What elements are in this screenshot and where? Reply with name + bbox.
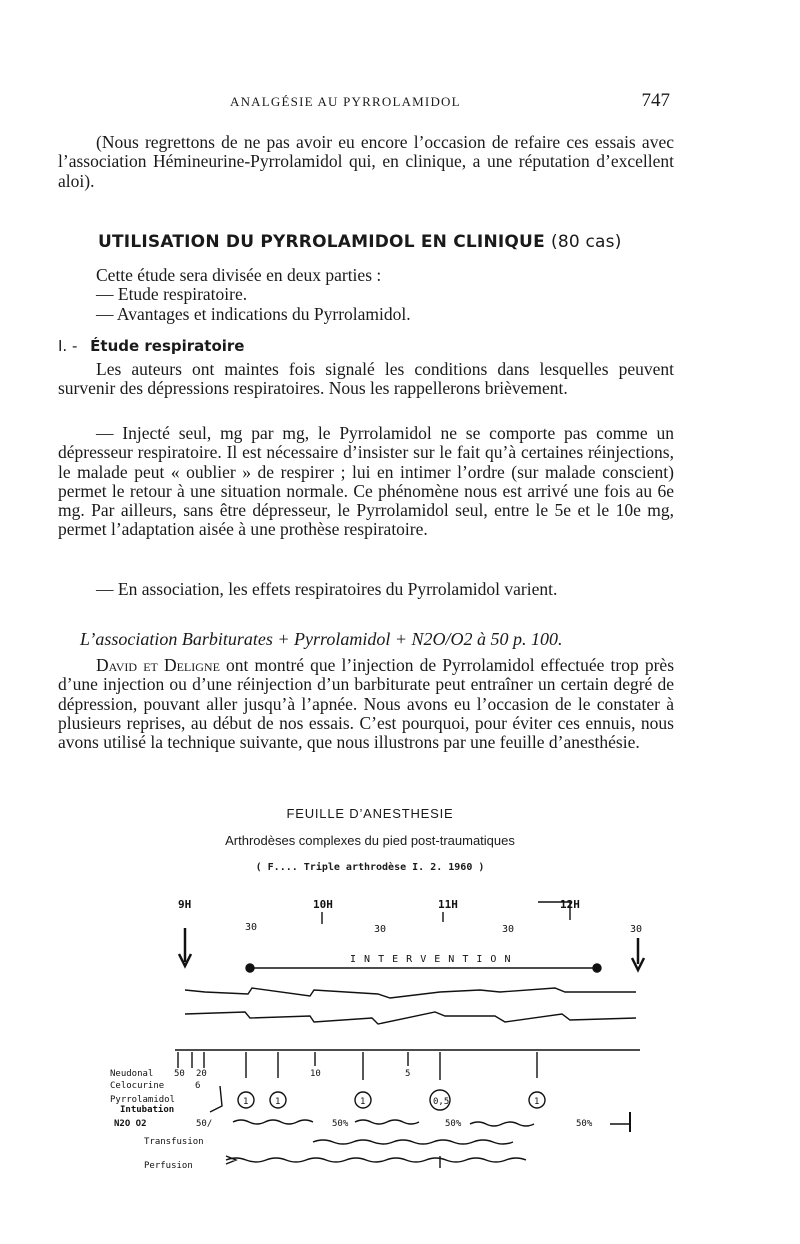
drug-label-transfusion: Transfusion (144, 1137, 204, 1147)
plan-item: — Avantages et indications du Pyrrolamidol. (96, 303, 411, 324)
figure-title: FEUILLE D’ANESTHESIE (286, 806, 454, 821)
pyrrolamidol-dose: 1 (275, 1097, 281, 1107)
paragraph-3: — En association, les effets respiratoires du Pyrrolamidol varient. (96, 579, 558, 599)
n2o-value: 50% (332, 1119, 349, 1129)
drug-label-pyrrolamidol: Pyrrolamidol (110, 1095, 176, 1105)
drug-label-celocurine: Celocurine (110, 1081, 165, 1091)
drug-label-perfusion: Perfusion (144, 1161, 193, 1171)
paragraph-4-text: ont montré que l’injection de Pyrrolamidol effectuée trop près d’une injection ou d’une réinjection d’un barbiturate peut entraîner un certain degré de dépression, pouvant aller jusqu’à l’apnée. Nous avons eu l’occasion de le constater à plusieurs reprises, au début de nos essais. C’est pourquoi, pour éviter ces ennuis, nous avons utilisé la technique suivante, que nous illustrons par une feuille d’anesthésie. (58, 655, 675, 753)
hour-label: 12H (560, 898, 580, 911)
neudonal-dose: 20 (196, 1069, 207, 1079)
section-cases: (80 cas) (551, 232, 622, 252)
drug-label-neudonal: Neudonal (110, 1069, 154, 1079)
neudonal-dose: 50 (174, 1069, 185, 1079)
subsection-heading (58, 337, 244, 355)
case-label: ( F.... Triple arthrodèse I. 2. 1960 ) (255, 862, 485, 873)
half-hour-label: 30 (245, 922, 258, 933)
paragraph-1: Les auteurs ont maintes fois signalé les conditions dans lesquelles peuvent survenir des dépressions respiratoires. Nous les rappellerons brièvement. (58, 359, 674, 399)
pyrrolamidol-bracket (210, 1086, 222, 1112)
systolic-curve (185, 988, 636, 998)
section-title: UTILISATION DU PYRROLAMIDOL EN CLINIQUE (98, 232, 545, 252)
author-names: David et Deligne (96, 655, 220, 675)
association-title: L’association Barbiturates + Pyrrolamidol + N2O/O2 à 50 p. 100. (80, 629, 563, 649)
neudonal-dose: 10 (310, 1069, 321, 1079)
running-header (230, 90, 670, 111)
n2o-curve (233, 1120, 534, 1126)
plan-intro: Cette étude sera divisée en deux parties : (96, 265, 382, 285)
paragraph-2: — Injecté seul, mg par mg, le Pyrrolamidol ne se comporte pas comme un dépresseur respiratoire. Il est nécessaire d’insister sur le fait qu’à certaines réinjections, le malade peut « oublier » de respirer ; lui en intimer l’ordre (sur malade conscient) permet le retour à une situation normale. Ce phénomène nous est arrivé une fois au 6e mg. Par ailleurs, sans être dépresseur, le Pyrrolamidol seul, entre le 5e et le 10e mg, permet l’adaptation aisée à une prothèse respiratoire. (58, 423, 674, 540)
page-number: 747 (641, 90, 670, 111)
half-hour-label: 30 (374, 924, 387, 935)
half-hour-label: 30 (630, 924, 643, 935)
half-hour-label: 30 (502, 924, 515, 935)
hour-label: 11H (438, 898, 458, 911)
n2o-value: 50/ (196, 1119, 213, 1129)
figure-subtitle: Arthrodèses complexes du pied post-traumatiques (225, 833, 515, 848)
section-heading (98, 232, 698, 252)
neudonal-dose: 5 (405, 1069, 411, 1079)
pyrrolamidol-dose: 1 (243, 1097, 249, 1107)
running-title: ANALGÉSIE AU PYRROLAMIDOL (230, 94, 461, 109)
transfusion-curve (313, 1140, 513, 1144)
drug-label-intubation: Intubation (120, 1105, 175, 1115)
hour-label: 9H (178, 898, 192, 911)
diastolic-curve (185, 1012, 636, 1024)
hour-label: 10H (313, 898, 333, 911)
perfusion-curve (226, 1156, 526, 1164)
paragraph-4 (58, 656, 674, 752)
drug-label-n2o-o2: N2O O2 (114, 1119, 147, 1129)
anesthesia-sheet (100, 880, 660, 1180)
intervention-start (246, 964, 254, 972)
plan-item: — Etude respiratoire. (96, 284, 248, 305)
pyrrolamidol-dose: 1 (360, 1097, 366, 1107)
subsection-number: I. - (58, 337, 78, 355)
plan-block (96, 266, 656, 324)
celocurine-dose: 6 (195, 1081, 201, 1091)
intro-paragraph: (Nous regrettons de ne pas avoir eu encore l’occasion de refaire ces essais avec l’association Hémineurine-Pyrrolamidol qui, en clinique, a une réputation d’excellent aloi). (58, 132, 674, 191)
subsection-title: Étude respiratoire (90, 337, 245, 355)
pyrrolamidol-dose: 0,5 (433, 1097, 450, 1107)
n2o-value: 50% (445, 1119, 462, 1129)
intervention-label: I N T E R V E N T I O N (350, 954, 512, 965)
pyrrolamidol-dose: 1 (534, 1097, 540, 1107)
intervention-end (593, 964, 601, 972)
n2o-value: 50% (576, 1119, 593, 1129)
